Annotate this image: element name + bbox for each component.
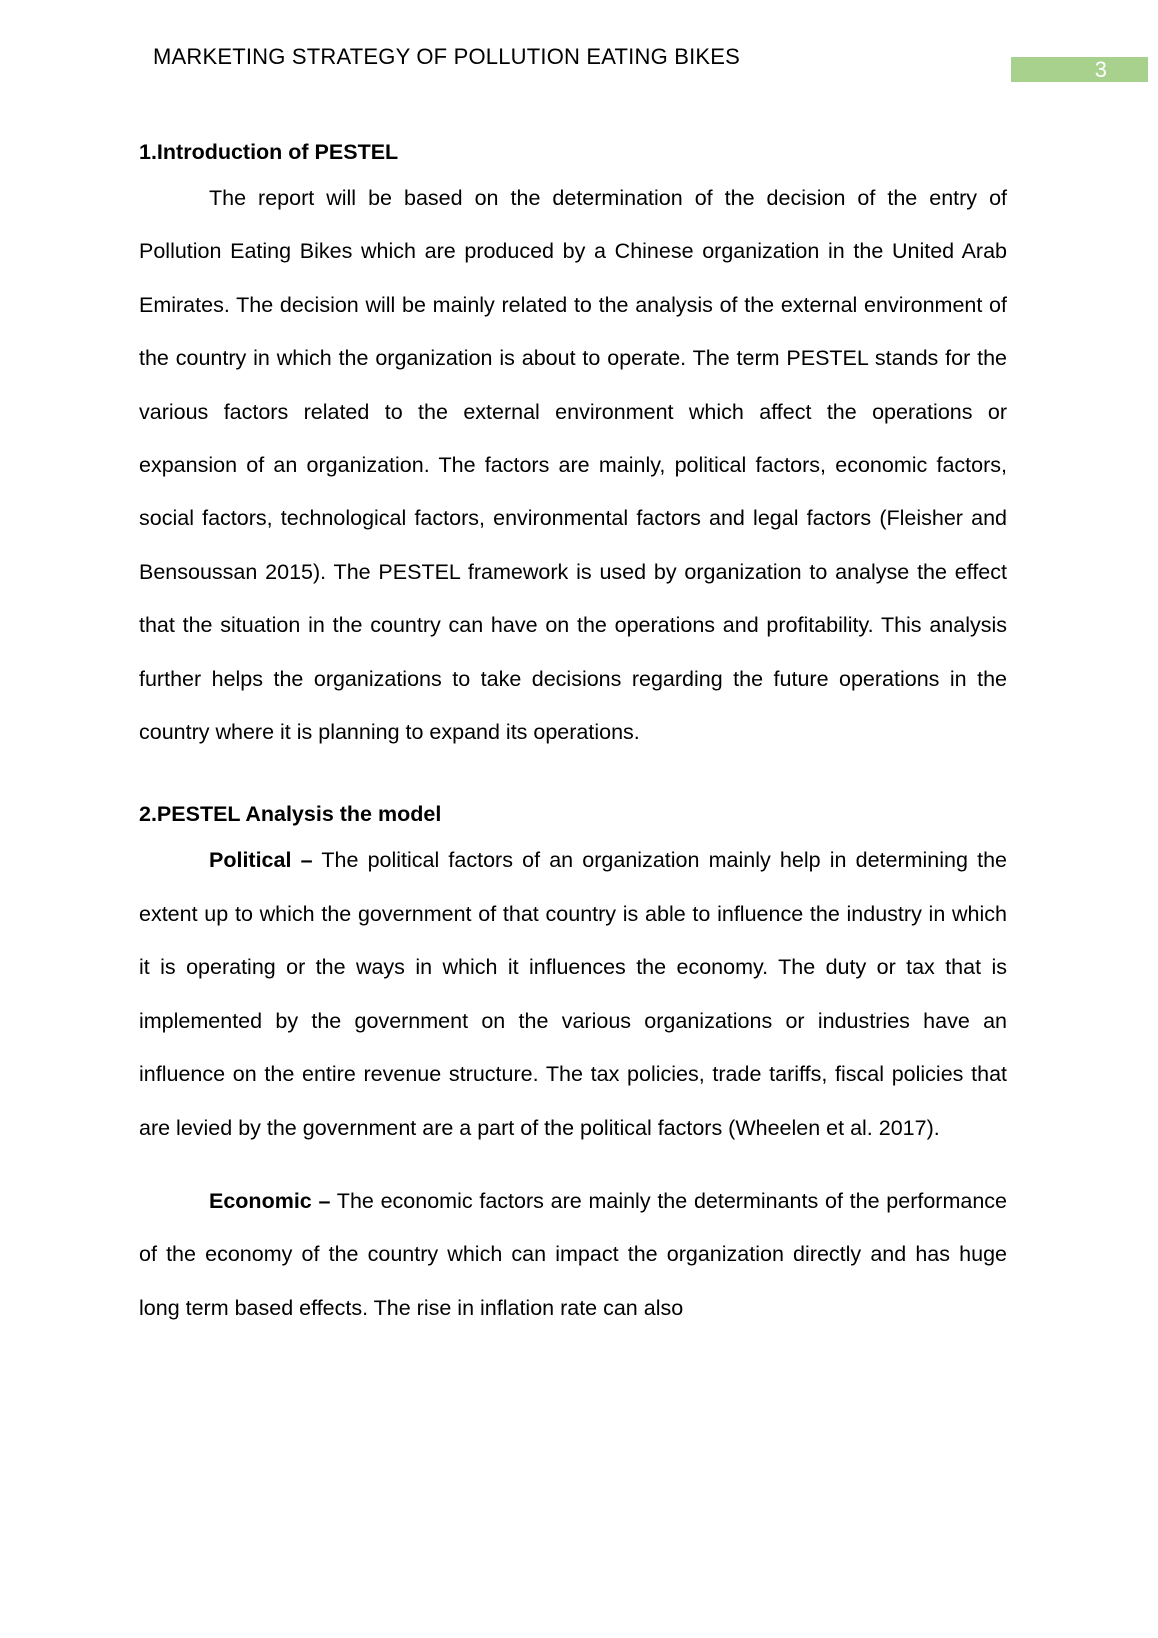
political-paragraph (139, 834, 1007, 1154)
page-number: 3 (1094, 57, 1107, 82)
economic-lead: Economic – (209, 1188, 331, 1213)
intro-paragraph: The report will be based on the determination of the decision of the entry of Pollution Eating Bikes which are produced by a Chinese organization in the United Arab Emirates. The decision will be mainly related to the analysis of the external environment of the country in which the organization is about to operate. The term PESTEL stands for the various factors related to the external environment which affect the operations or expansion of an organization. The factors are mainly, political factors, economic factors, social factors, technological factors, environmental factors and legal factors (Fleisher and Bensoussan 2015). The PESTEL framework is used by organization to analyse the effect that the situation in the country can have on the operations and profitability. This analysis further helps the organizations to take decisions regarding the future operations in the country where it is planning to expand its operations. (139, 186, 1007, 745)
document-body (139, 132, 1007, 1335)
section-heading-introduction: 1.Introduction of PESTEL (139, 140, 399, 164)
economic-text: The economic factors are mainly the determinants of the performance of the economy of the country which can impact the organization directly and has huge long term based effects. The rise in inflation rate can also (139, 1188, 1007, 1320)
running-header-title: MARKETING STRATEGY OF POLLUTION EATING BIKES (153, 44, 741, 69)
page-number-box (1011, 57, 1148, 82)
political-text: The political factors of an organization mainly help in determining the extent up to which the government of that country is able to influence the industry in which it is operating or the ways in which it influences the economy. The duty or tax that is implemented by the government on the various organizations or industries have an influence on the entire revenue structure. The tax policies, trade tariffs, fiscal policies that are levied by the government are a part of the political factors (Wheelen et al. 2017). (139, 848, 1008, 1140)
section-heading-pestel-analysis: 2.PESTEL Analysis the model (139, 802, 442, 827)
economic-paragraph (139, 1175, 1007, 1335)
political-lead: Political – (209, 848, 313, 873)
